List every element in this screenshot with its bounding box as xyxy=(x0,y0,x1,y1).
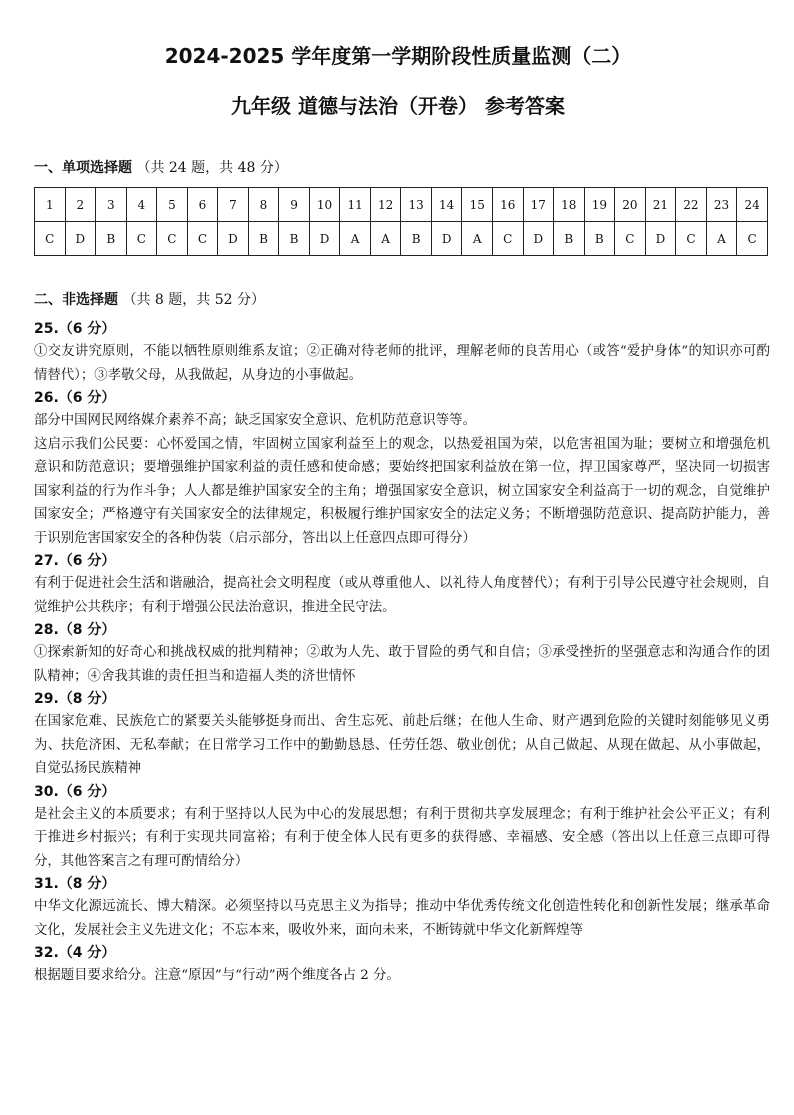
answer-cell: C xyxy=(157,222,188,256)
question-number-cell: 18 xyxy=(554,188,585,222)
question-heading: 32.（4 分） xyxy=(34,945,116,961)
question-heading: 26.（6 分） xyxy=(34,390,116,406)
answer-text: ①探索新知的好奇心和挑战权威的批判精神；②敢为人先、敢于冒险的勇气和自信；③承受挫折的坚强意志和沟通合作的团队精神；④舍我其谁的责任担当和造福人类的济世情怀 xyxy=(34,645,770,684)
question-heading: 30.（6 分） xyxy=(34,783,116,800)
question-number-cell: 21 xyxy=(645,188,676,222)
question-number-cell: 1 xyxy=(35,188,66,222)
answer-text: 有利于促进社会生活和谐融洽，提高社会文明程度（或从尊重他人、以礼待人角度替代）；有利于引导公民遵守社会规则，自觉维护公共秩序；有利于增强公民法治意识，推进全民守法。 xyxy=(34,576,770,615)
question-heading: 31.（8 分） xyxy=(34,876,116,892)
answer-text: 中华文化源远流长、博大精深。必须坚持以马克思主义为指导；推动中华优秀传统文化创造性转化和创新性发展；继承革命文化，发展社会主义先进文化；不忘本来，吸收外来，面向未来，不断铸就中华文化新辉煌等 xyxy=(34,899,770,938)
page-subtitle: 九年级 道德与法治（开卷） 参考答案 xyxy=(231,94,565,118)
question-heading: 28.（8 分） xyxy=(34,622,116,638)
question-number-cell: 17 xyxy=(523,188,554,222)
answer-cell: D xyxy=(523,222,554,256)
section-1-heading xyxy=(34,158,288,178)
answer-table xyxy=(34,187,768,256)
section-2-title: 二、非选择题 xyxy=(34,292,118,308)
section-1-note: （共 24 题，共 48 分） xyxy=(136,160,288,176)
question-number-cell: 23 xyxy=(706,188,737,222)
question-number-cell: 4 xyxy=(126,188,157,222)
answer-cell: D xyxy=(218,222,249,256)
question-number-cell: 5 xyxy=(157,188,188,222)
answer-cell: D xyxy=(645,222,676,256)
question-number-cell: 11 xyxy=(340,188,371,222)
answer-text: ①交友讲究原则，不能以牺牲原则维系友谊；②正确对待老师的批评，理解老师的良苦用心（或答“爱护身体”的知识亦可酌情替代）；③孝敬父母，从我做起，从身边的小事做起。 xyxy=(34,344,770,383)
question-number-cell: 12 xyxy=(370,188,401,222)
question-number-cell: 2 xyxy=(65,188,96,222)
question-number-row xyxy=(35,188,768,222)
question-number-cell: 8 xyxy=(248,188,279,222)
answer-cell: A xyxy=(340,222,371,256)
question-number-cell: 10 xyxy=(309,188,340,222)
answer-cell: C xyxy=(737,222,768,256)
section-2-heading xyxy=(34,290,265,310)
answer-cell: A xyxy=(370,222,401,256)
answer-cell: D xyxy=(309,222,340,256)
question-heading: 29.（8 分） xyxy=(34,691,116,707)
question-number-cell: 13 xyxy=(401,188,432,222)
answer-cell: A xyxy=(462,222,493,256)
question-number-cell: 6 xyxy=(187,188,218,222)
page-title: 2024-2025 学年度第一学期阶段性质量监测（二） xyxy=(164,44,632,68)
answer-text: 是社会主义的本质要求；有利于坚持以人民为中心的发展思想；有利于贯彻共享发展理念；有利于维护社会公平正义；有利于推进乡村振兴；有利于实现共同富裕；有利于使全体人民有更多的获得感、幸福感、安全感（答出以上任意三点即可得分，其他答案言之有理可酌情给分） xyxy=(34,806,770,869)
question-number-cell: 16 xyxy=(492,188,523,222)
answer-text: 这启示我们公民要：心怀爱国之情，牢固树立国家利益至上的观念，以热爱祖国为荣，以危害祖国为耻；要树立和增强危机意识和防范意识；要增强维护国家利益的责任感和使命感；要始终把国家利益放在第一位，捍卫国家尊严，坚决同一切损害国家利益的行为作斗争；人人都是维护国家安全的主角；增强国家安全意识，树立国家安全利益高于一切的观念，自觉维护国家安全；严格遵守有关国家安全的法律规定，积极履行维护国家安全的法定义务；不断增强防范意识、提高防护能力，善于识别危害国家安全的各种伪装（启示部分，答出以上任意四点即可得分） xyxy=(34,436,770,546)
question-number-cell: 22 xyxy=(676,188,707,222)
answer-cell: C xyxy=(35,222,66,256)
answer-cell: C xyxy=(126,222,157,256)
question-number-cell: 3 xyxy=(96,188,127,222)
section-2-note: （共 8 题，共 52 分） xyxy=(122,292,265,308)
question-number-cell: 7 xyxy=(218,188,249,222)
answer-cell: B xyxy=(248,222,279,256)
answer-cell: C xyxy=(615,222,646,256)
answer-cell: D xyxy=(65,222,96,256)
question-number-cell: 15 xyxy=(462,188,493,222)
answer-cell: B xyxy=(401,222,432,256)
question-number-cell: 19 xyxy=(584,188,615,222)
answer-cell: B xyxy=(584,222,615,256)
answer-text: 在国家危难、民族危亡的紧要关头能够挺身而出、舍生忘死、前赴后继；在他人生命、财产遇到危险的关键时刻能够见义勇为、扶危济困、无私奉献；在日常学习工作中的勤勤恳恳、任劳任怨、敬业创优；从自己做起、从现在做起、从小事做起，自觉弘扬民族精神 xyxy=(34,714,770,776)
answer-cell: D xyxy=(431,222,462,256)
section-1-title: 一、单项选择题 xyxy=(34,160,132,176)
question-list xyxy=(34,318,770,988)
answer-cell: C xyxy=(676,222,707,256)
answer-row xyxy=(35,222,768,256)
answer-text: 部分中国网民网络媒介素养不高；缺乏国家安全意识、危机防范意识等等。 xyxy=(34,413,476,428)
answer-cell: B xyxy=(96,222,127,256)
question-number-cell: 20 xyxy=(615,188,646,222)
question-heading: 27.（6 分） xyxy=(34,553,116,569)
question-number-cell: 14 xyxy=(431,188,462,222)
answer-cell: A xyxy=(706,222,737,256)
question-number-cell: 24 xyxy=(737,188,768,222)
question-heading: 25.（6 分） xyxy=(34,321,116,337)
answer-cell: B xyxy=(279,222,310,256)
answer-cell: C xyxy=(492,222,523,256)
question-number-cell: 9 xyxy=(279,188,310,222)
answer-cell: C xyxy=(187,222,218,256)
answer-text: 根据题目要求给分。注意“原因”与“行动”两个维度各占 2 分。 xyxy=(34,968,400,983)
answer-cell: B xyxy=(554,222,585,256)
